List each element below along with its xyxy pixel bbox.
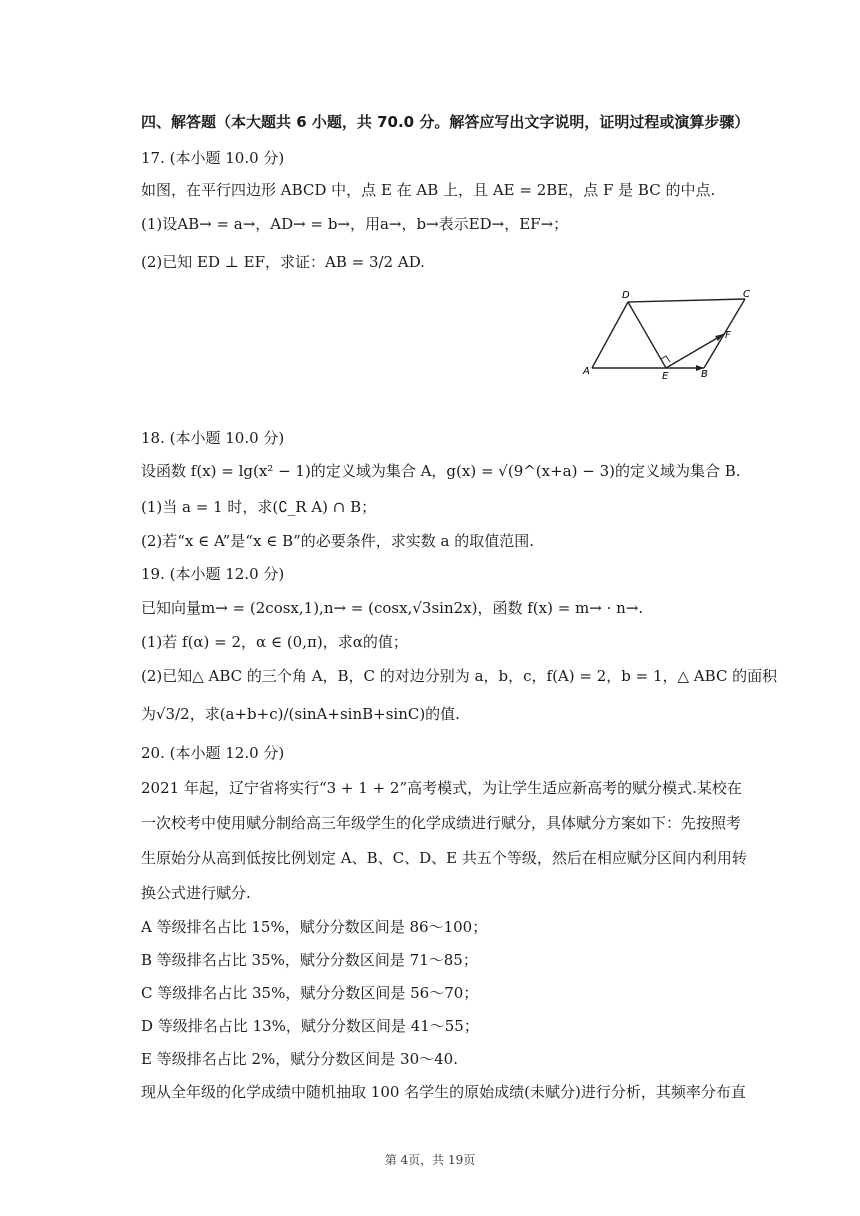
label-e: E (662, 371, 669, 380)
q18-line-2: (1)当 a = 1 时，求(∁_R A) ∩ B； (141, 498, 377, 516)
parallelogram-figure (580, 288, 752, 380)
q20-grade-c: C 等级排名占比 35%，赋分分数区间是 56～70； (141, 984, 479, 1002)
label-c: C (743, 289, 750, 300)
q17-line-1: 如图，在平行四边形 ABCD 中，点 E 在 AB 上，且 AE = 2BE，点 F 是 BC 的中点. (141, 181, 716, 199)
section-title: 四、解答题（本大题共 6 小题，共 70.0 分。解答应写出文字说明，证明过程或演算步骤） (141, 113, 750, 131)
q17-header: 17. (本小题 10.0 分) (141, 149, 285, 167)
q20-line-1: 2021 年起，辽宁省将实行“3 + 1 + 2”高考模式，为让学生适应新高考的赋分模式.某校在 (141, 779, 742, 797)
q20-line-4: 换公式进行赋分. (141, 884, 251, 902)
q20-grade-b: B 等级排名占比 35%，赋分分数区间是 71～85； (141, 951, 478, 969)
q18-line-3: (2)若“x ∈ A”是“x ∈ B”的必要条件，求实数 a 的取值范围. (141, 532, 535, 550)
q19-header: 19. (本小题 12.0 分) (141, 565, 285, 583)
q19-line-4: 为√3/2，求(a+b+c)/(sinA+sinB+sinC)的值. (141, 705, 460, 723)
label-a: A (583, 366, 590, 377)
edge-dc (628, 299, 745, 302)
q20-line-2: 一次校考中使用赋分制给高三年级学生的化学成绩进行赋分，具体赋分方案如下：先按照考 (141, 814, 742, 832)
q20-header: 20. (本小题 12.0 分) (141, 744, 285, 762)
q20-grade-e: E 等级排名占比 2%，赋分分数区间是 30～40. (141, 1050, 458, 1068)
q19-line-2: (1)若 f(α) = 2，α ∈ (0,π)，求α的值； (141, 633, 408, 651)
q17-line-3: (2)已知 ED ⊥ EF，求证：AB = 3/2 AD. (141, 253, 425, 271)
q20-grade-d: D 等级排名占比 13%，赋分分数区间是 41～55； (141, 1017, 479, 1035)
q20-line-10: 现从全年级的化学成绩中随机抽取 100 名学生的原始成绩(未赋分)进行分析，其频率分布直 (141, 1083, 746, 1101)
parallelogram-diagram (580, 288, 752, 380)
q19-line-3: (2)已知△ ABC 的三个角 A，B，C 的对边分别为 a，b，c，f(A) = 2，b = 1，△ ABC 的面积 (141, 667, 778, 685)
segment-de (628, 302, 666, 368)
segment-ef (666, 334, 724, 368)
q17-line-2: (1)设AB→ = a→，AD→ = b→，用a→，b→表示ED→，EF→； (141, 215, 569, 233)
q18-header: 18. (本小题 10.0 分) (141, 429, 285, 447)
label-d: D (622, 290, 630, 301)
edge-ad (592, 302, 628, 368)
q18-line-1: 设函数 f(x) = lg(x² − 1)的定义域为集合 A，g(x) = √(9^(x+a) − 3)的定义域为集合 B. (141, 462, 741, 480)
label-b: B (701, 369, 708, 380)
label-f: F (725, 330, 731, 341)
q20-grade-a: A 等级排名占比 15%，赋分分数区间是 86～100； (141, 918, 488, 936)
q20-line-3: 生原始分从高到低按比例划定 A、B、C、D、E 共五个等级，然后在相应赋分区间内利用转 (141, 849, 747, 867)
page-footer: 第 4页，共 19页 (384, 1153, 476, 1167)
q19-line-1: 已知向量m→ = (2cosx,1),n→ = (cosx,√3sin2x)，函数 f(x) = m→ · n→. (141, 599, 644, 617)
